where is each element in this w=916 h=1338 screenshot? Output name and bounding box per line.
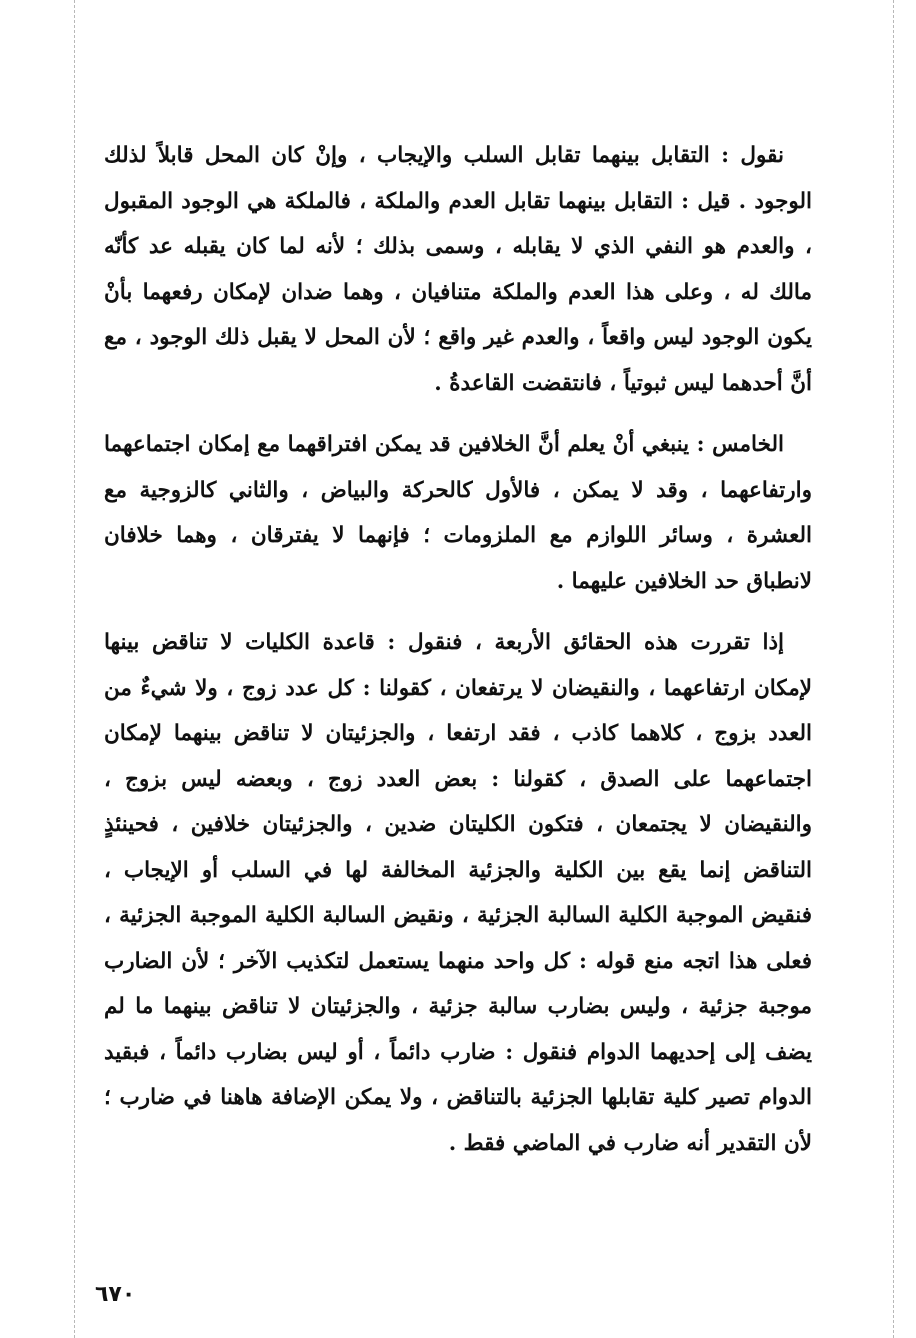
paragraph-1: نقول : التقابل بينهما تقابل السلب والإيجاب ، وإنْ كان المحل قابلاً لذلك الوجود . قيل : التقابل بينهما تقابل العدم والملكة ، فالملكة هي الوجود المقبول ، والعدم هو النفي الذي لا يقابله ، وسمى بذلك ؛ لأنه لما كان يقبله عد كأنّه مالك له ، وعلى هذا العدم والملكة متنافيان ، وهما ضدان لإمكان رفعهما بأنْ يكون الوجود ليس واقعاً ، والعدم غير واقع ؛ لأن المحل لا يقبل ذلك الوجود ، مع أنَّ أحدهما ليس ثبوتياً ، فانتقضت القاعدةُ . <box>104 143 812 396</box>
paragraph-3: إذا تقررت هذه الحقائق الأربعة ، فنقول : قاعدة الكليات لا تناقض بينها لإمكان ارتفاعهما ، والنقيضان لا يرتفعان ، كقولنا : كل عدد زوج ، ولا شيءٌ من العدد بزوج ، كلاهما كاذب ، فقد ارتفعا ، والجزئيتان لا تناقض بينهما لإمكان اجتماعهما على الصدق ، كقولنا : بعض العدد زوج ، وبعضه ليس بزوج ، والنقيضان لا يجتمعان ، فتكون الكليتان ضدين ، والجزئيتان خلافين ، فحينئذٍ التناقض إنما يقع بين الكلية والجزئية المخالفة لها في السلب أو الإيجاب ، فنقيض الموجبة الكلية السالبة الجزئية ، ونقيض السالبة الكلية الموجبة الجزئية ، فعلى هذا اتجه منع قوله : كل واحد منهما يستعمل لتكذيب الآخر ؛ لأن الضارب موجبة جزئية ، وليس بضارب سالبة جزئية ، والجزئيتان لا تناقض بينهما ما لم يضف إلى إحديهما الدوام فنقول : ضارب دائماً ، أو ليس بضارب دائماً ، فبقيد الدوام تصير كلية تقابلها الجزئية بالتناقض ، ولا يمكن الإضافة هاهنا في ضارب ؛ لأن التقدير أنه ضارب في الماضي فقط . <box>104 630 812 1156</box>
right-margin-rule <box>893 0 894 1338</box>
page-body <box>104 133 812 1182</box>
page-number: ٦٧٠ <box>95 1282 136 1307</box>
paragraph-2: الخامس : ينبغي أنْ يعلم أنَّ الخلافين قد يمكن افتراقهما مع إمكان اجتماعهما وارتفاعهما ، وقد لا يمكن ، فالأول كالحركة والبياض ، والثاني كالزوجية مع العشرة ، وسائر اللوازم مع الملزومات ؛ فإنهما لا يفترقان ، وهما خلافان لانطباق حد الخلافين عليهما . <box>104 432 812 594</box>
left-margin-rule <box>74 0 75 1338</box>
